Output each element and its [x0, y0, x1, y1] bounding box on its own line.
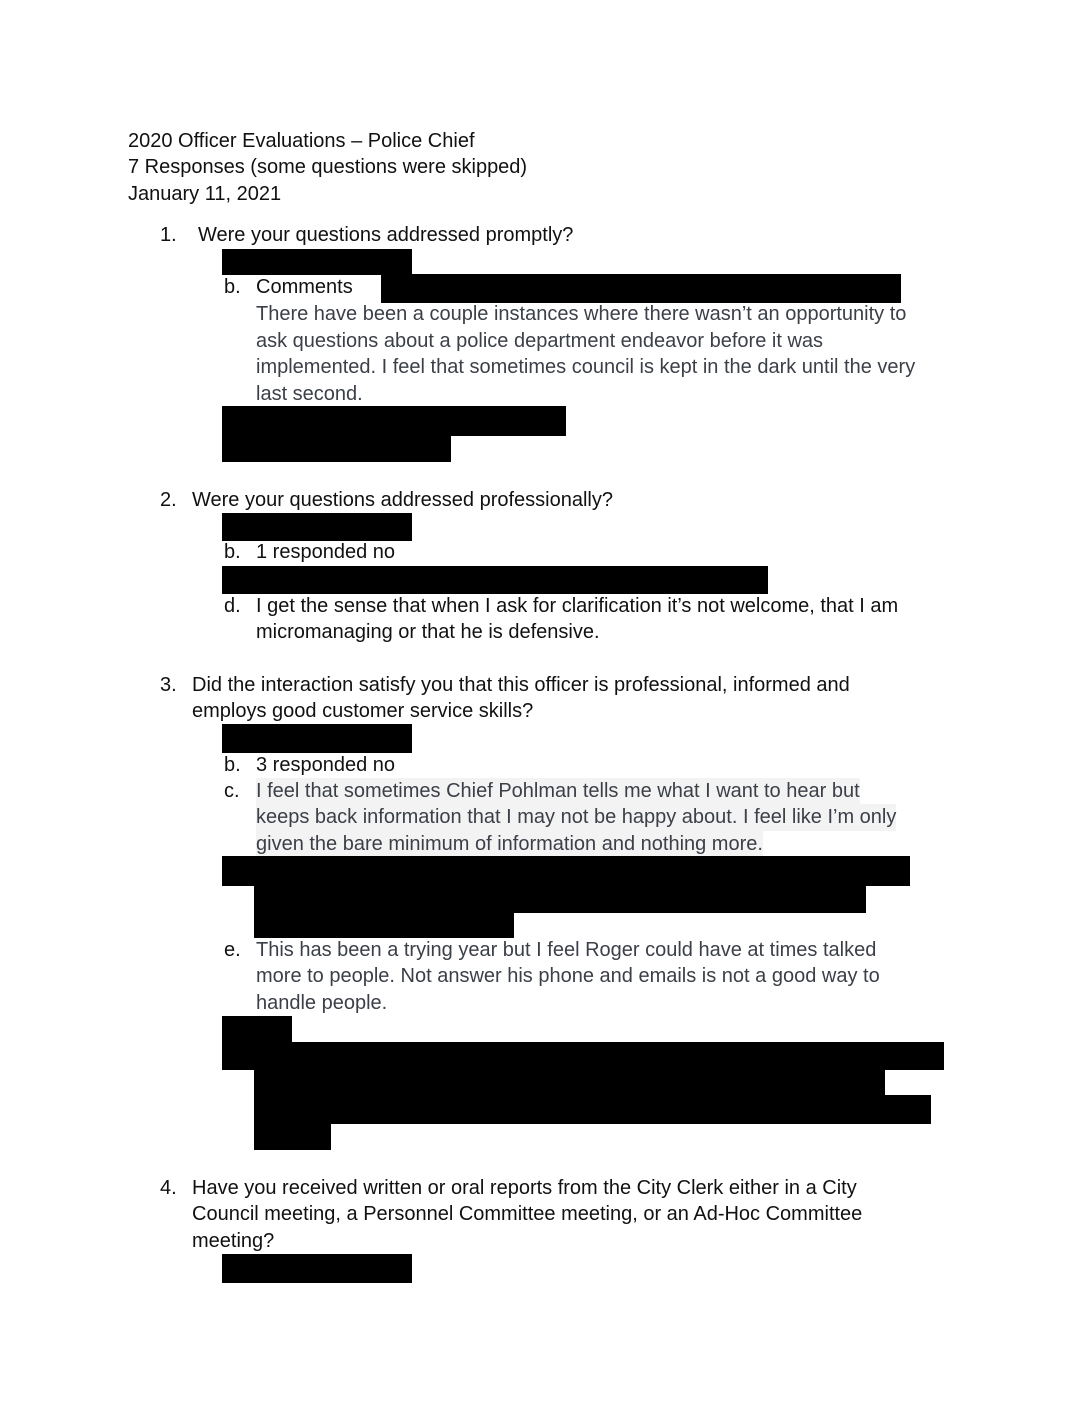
- item-label: Comments: [256, 276, 353, 298]
- item-letter: c.: [224, 780, 240, 802]
- question-text: Have you received written or oral reports from the City Clerk either in a City: [192, 1177, 857, 1199]
- redaction-block: [222, 1016, 292, 1042]
- item-letter: d.: [224, 595, 241, 617]
- comment-line: implemented. I feel that sometimes council is kept in the dark until the very: [256, 356, 916, 378]
- item-text: given the bare minimum of information and nothing more.: [256, 831, 763, 858]
- redaction-block: [254, 1095, 931, 1124]
- comment-line: ask questions about a police department endeavor before it was: [256, 330, 824, 352]
- redaction-block: [222, 436, 451, 462]
- redaction-block: [222, 249, 412, 275]
- redaction-block: [222, 406, 566, 436]
- document-title: 2020 Officer Evaluations – Police Chief: [128, 130, 475, 152]
- redaction-block: [222, 856, 910, 886]
- redaction-block: [254, 886, 866, 913]
- redaction-block: [222, 1254, 412, 1283]
- question-number: 2.: [160, 489, 177, 511]
- item-text: keeps back information that I may not be happy about. I feel like I’m only: [256, 804, 896, 831]
- item-text: micromanaging or that he is defensive.: [256, 621, 600, 643]
- question-text: Council meeting, a Personnel Committee meeting, or an Ad-Hoc Committee: [192, 1203, 863, 1225]
- item-letter: e.: [224, 939, 241, 961]
- item-text: 3 responded no: [256, 754, 396, 776]
- comment-line: last second.: [256, 383, 363, 405]
- question-text: Did the interaction satisfy you that this officer is professional, informed and: [192, 674, 850, 696]
- question-text: employs good customer service skills?: [192, 700, 534, 722]
- redaction-block: [222, 513, 412, 541]
- question-number: 3.: [160, 674, 177, 696]
- document-date: January 11, 2021: [128, 183, 282, 205]
- item-text: This has been a trying year but I feel Roger could have at times talked: [256, 939, 877, 961]
- question-text: Were your questions addressed professionally?: [192, 489, 613, 511]
- redaction-block: [381, 274, 901, 303]
- item-letter: b.: [224, 754, 241, 776]
- item-text: I get the sense that when I ask for clarification it’s not welcome, that I am: [256, 595, 899, 617]
- item-letter: b.: [224, 276, 241, 298]
- item-letter: b.: [224, 541, 241, 563]
- redaction-block: [222, 1042, 944, 1070]
- item-text: handle people.: [256, 992, 388, 1014]
- redaction-block: [254, 1124, 331, 1150]
- redaction-block: [254, 913, 514, 938]
- comment-line: There have been a couple instances where there wasn’t an opportunity to: [256, 303, 907, 325]
- redaction-block: [222, 724, 412, 753]
- question-number: 4.: [160, 1177, 177, 1199]
- redaction-block: [222, 566, 768, 594]
- item-text: more to people. Not answer his phone and emails is not a good way to: [256, 965, 880, 987]
- item-text: 1 responded no: [256, 541, 396, 563]
- response-count: 7 Responses (some questions were skipped): [128, 156, 528, 178]
- question-text: Were your questions addressed promptly?: [198, 224, 574, 246]
- item-text: I feel that sometimes Chief Pohlman tells me what I want to hear but: [256, 778, 860, 805]
- question-text: meeting?: [192, 1230, 275, 1252]
- question-number: 1.: [160, 224, 177, 246]
- redaction-block: [254, 1070, 885, 1095]
